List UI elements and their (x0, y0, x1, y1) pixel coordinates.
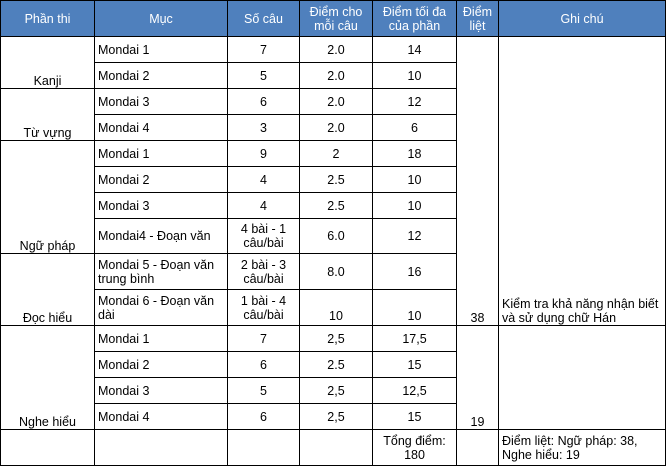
cell-so-cau: 4 (228, 193, 300, 219)
cell-diem: 2.0 (300, 89, 373, 115)
total-row (1, 430, 666, 466)
header-row (1, 1, 666, 37)
table-row (1, 37, 666, 63)
header-muc: Mục (95, 1, 228, 37)
header-diem-toi-da: Điểm tối đa của phần (373, 1, 457, 37)
total-score: Tổng điểm: 180 (373, 430, 457, 466)
cell-diem: 2,5 (300, 404, 373, 430)
cell-toi-da: 14 (373, 37, 457, 63)
section-ngu-phap: Ngữ pháp (1, 141, 95, 254)
section-kanji: Kanji (1, 37, 95, 89)
cell-muc: Mondai 2 (95, 352, 228, 378)
total-empty-1 (1, 430, 95, 466)
total-empty-4 (300, 430, 373, 466)
ghi-chu-group-2 (499, 326, 666, 430)
total-empty-2 (95, 430, 228, 466)
cell-so-cau: 3 (228, 115, 300, 141)
total-note: Điểm liệt: Ngữ pháp: 38, Nghe hiểu: 19 (499, 430, 666, 466)
cell-diem: 6.0 (300, 219, 373, 254)
cell-so-cau: 7 (228, 37, 300, 63)
cell-muc: Mondai 3 (95, 378, 228, 404)
header-so-cau: Số câu (228, 1, 300, 37)
cell-toi-da: 16 (373, 254, 457, 290)
cell-diem: 8.0 (300, 254, 373, 290)
cell-toi-da: 10 (373, 290, 457, 326)
cell-toi-da: 12 (373, 219, 457, 254)
header-ghi-chu: Ghi chú (499, 1, 666, 37)
cell-so-cau: 9 (228, 141, 300, 167)
cell-toi-da: 15 (373, 352, 457, 378)
diem-liet-group-2: 19 (457, 326, 499, 430)
cell-toi-da: 15 (373, 404, 457, 430)
cell-so-cau: 7 (228, 326, 300, 352)
cell-so-cau: 6 (228, 352, 300, 378)
cell-diem: 2.0 (300, 115, 373, 141)
cell-muc: Mondai4 - Đoạn văn (95, 219, 228, 254)
cell-diem: 2.0 (300, 37, 373, 63)
cell-diem: 2.5 (300, 167, 373, 193)
cell-toi-da: 10 (373, 193, 457, 219)
cell-diem: 2.5 (300, 352, 373, 378)
cell-diem: 2.0 (300, 63, 373, 89)
cell-toi-da: 17,5 (373, 326, 457, 352)
cell-muc: Mondai 3 (95, 193, 228, 219)
cell-so-cau: 4 bài - 1 câu/bài (228, 219, 300, 254)
header-diem-moi-cau: Điểm cho mỗi câu (300, 1, 373, 37)
cell-diem: 2 (300, 141, 373, 167)
cell-so-cau: 5 (228, 378, 300, 404)
cell-so-cau: 6 (228, 89, 300, 115)
cell-so-cau: 2 bài - 3 câu/bài (228, 254, 300, 290)
cell-diem: 2.5 (300, 193, 373, 219)
cell-muc: Mondai 2 (95, 63, 228, 89)
cell-so-cau: 1 bài - 4 câu/bài (228, 290, 300, 326)
cell-muc: Mondai 2 (95, 167, 228, 193)
cell-toi-da: 10 (373, 63, 457, 89)
section-doc-hieu: Đọc hiểu (1, 254, 95, 326)
total-empty-5 (457, 430, 499, 466)
cell-toi-da: 12,5 (373, 378, 457, 404)
cell-muc: Mondai 1 (95, 37, 228, 63)
header-phan-thi: Phần thi (1, 1, 95, 37)
section-nghe-hieu: Nghe hiểu (1, 326, 95, 430)
cell-so-cau: 5 (228, 63, 300, 89)
cell-muc: Mondai 5 - Đoạn văn trung bình (95, 254, 228, 290)
cell-toi-da: 12 (373, 89, 457, 115)
ghi-chu-group-1: Kiểm tra khả năng nhận biết và sử dụng chữ Hán (499, 37, 666, 326)
section-tu-vung: Từ vựng (1, 89, 95, 141)
cell-toi-da: 18 (373, 141, 457, 167)
diem-liet-group-1: 38 (457, 37, 499, 326)
header-diem-liet: Điểm liệt (457, 1, 499, 37)
cell-so-cau: 4 (228, 167, 300, 193)
cell-muc: Mondai 1 (95, 141, 228, 167)
cell-muc: Mondai 4 (95, 404, 228, 430)
cell-muc: Mondai 3 (95, 89, 228, 115)
cell-diem: 2,5 (300, 378, 373, 404)
cell-so-cau: 6 (228, 404, 300, 430)
cell-diem: 2,5 (300, 326, 373, 352)
cell-muc: Mondai 6 - Đoạn văn dài (95, 290, 228, 326)
cell-muc: Mondai 4 (95, 115, 228, 141)
cell-muc: Mondai 1 (95, 326, 228, 352)
cell-toi-da: 6 (373, 115, 457, 141)
cell-diem: 10 (300, 290, 373, 326)
cell-toi-da: 10 (373, 167, 457, 193)
table-row (1, 326, 666, 352)
total-empty-3 (228, 430, 300, 466)
